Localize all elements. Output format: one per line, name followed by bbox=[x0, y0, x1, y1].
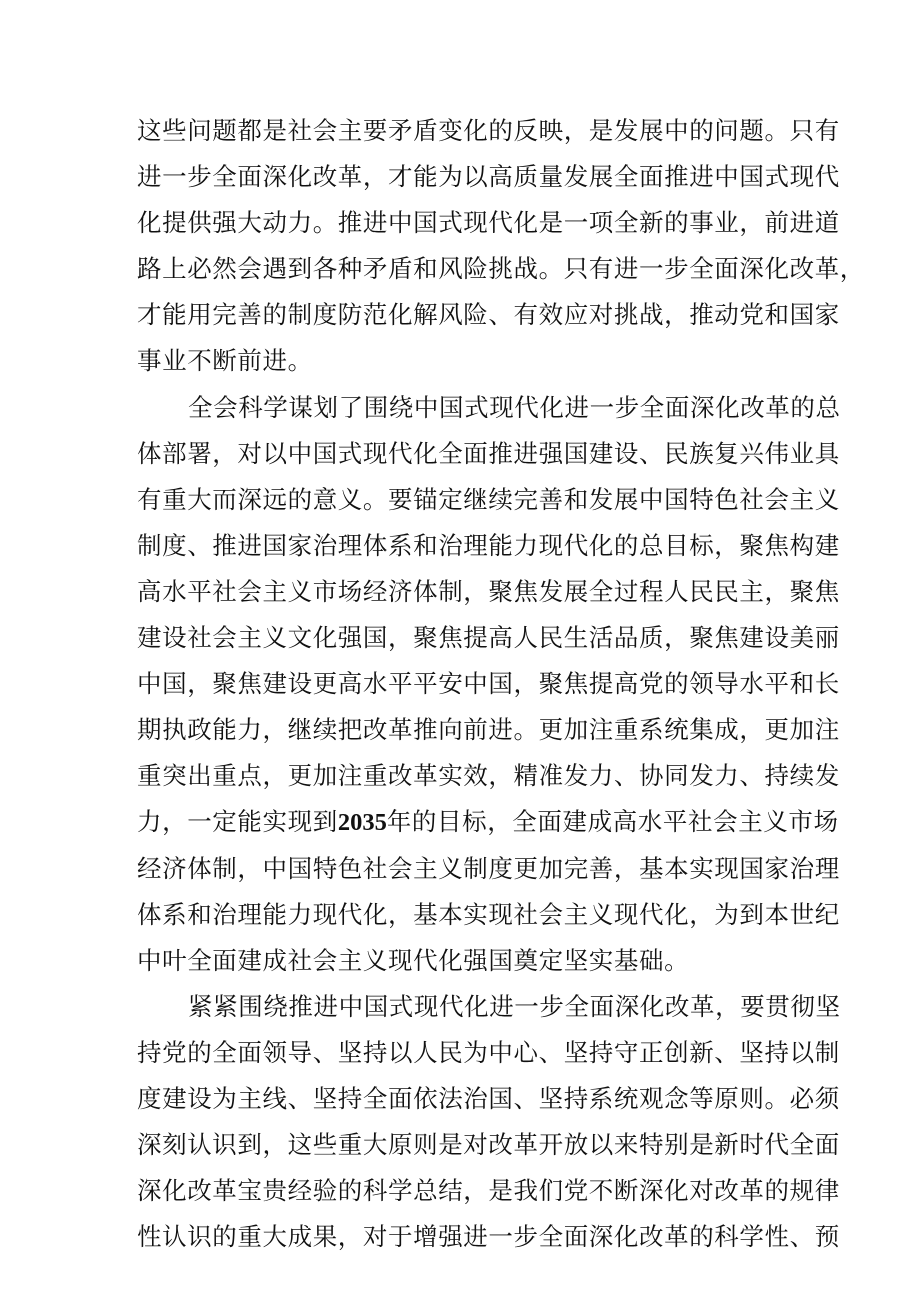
paragraph-2-line-10-start: 力，一定能实现到 bbox=[137, 807, 338, 837]
paragraph-2-line-3: 有重大而深远的意义。要锚定继续完善和发展中国特色社会主义 bbox=[137, 484, 840, 514]
paragraph-3-line-5: 深化改革宝贵经验的科学总结，是我们党不断深化对改革的规律 bbox=[137, 1176, 840, 1206]
paragraph-2-line-6: 建设社会主义文化强国，聚焦提高人民生活品质，聚焦建设美丽 bbox=[137, 623, 840, 653]
paragraph-3-line-4: 深刻认识到，这些重大原则是对改革开放以来特别是新时代全面 bbox=[137, 1130, 840, 1160]
paragraph-1-line-2: 进一步全面深化改革，才能为以高质量发展全面推进中国式现代 bbox=[137, 162, 840, 192]
paragraph-2-line-13: 中叶全面建成社会主义现代化强国奠定坚实基础。 bbox=[137, 945, 690, 975]
paragraph-1-line-5: 才能用完善的制度防范化解风险、有效应对挑战，推动党和国家 bbox=[137, 300, 840, 330]
paragraph-2-line-11: 经济体制，中国特色社会主义制度更加完善，基本实现国家治理 bbox=[137, 853, 840, 883]
paragraph-2-line-7: 中国，聚焦建设更高水平平安中国，聚焦提高党的领导水平和长 bbox=[137, 669, 840, 699]
paragraph-3-line-3: 度建设为主线、坚持全面依法治国、坚持系统观念等原则。必须 bbox=[137, 1083, 840, 1113]
paragraph-3-line-6: 性认识的重大成果，对于增强进一步全面深化改革的科学性、预 bbox=[137, 1222, 840, 1252]
paragraph-2-line-10-end: 年的目标，全面建成高水平社会主义市场 bbox=[386, 807, 839, 837]
paragraph-2-line-1: 全会科学谋划了围绕中国式现代化进一步全面深化改革的总 bbox=[188, 392, 841, 422]
paragraph-2-line-4: 制度、推进国家治理体系和治理能力现代化的总目标，聚焦构建 bbox=[137, 530, 840, 560]
target-year: 2035 bbox=[337, 809, 387, 837]
paragraph-2-line-8: 期执政能力，继续把改革推向前进。更加注重系统集成，更加注 bbox=[137, 715, 840, 745]
paragraph-3-line-2: 持党的全面领导、坚持以人民为中心、坚持守正创新、坚持以制 bbox=[137, 1037, 840, 1067]
paragraph-1-line-4: 路上必然会遇到各种矛盾和风险挑战。只有进一步全面深化改革， bbox=[137, 254, 865, 284]
paragraph-1-line-6: 事业不断前进。 bbox=[137, 346, 313, 376]
paragraph-3-line-1: 紧紧围绕推进中国式现代化进一步全面深化改革，要贯彻坚 bbox=[188, 991, 841, 1021]
paragraph-2-line-10 bbox=[137, 799, 839, 845]
paragraph-2-line-12: 体系和治理能力现代化，基本实现社会主义现代化，为到本世纪 bbox=[137, 899, 840, 929]
paragraph-2-line-2: 体部署，对以中国式现代化全面推进强国建设、民族复兴伟业具 bbox=[137, 438, 840, 468]
paragraph-1-line-3: 化提供强大动力。推进中国式现代化是一项全新的事业，前进道 bbox=[137, 208, 840, 238]
paragraph-2-line-5: 高水平社会主义市场经济体制，聚焦发展全过程人民民主，聚焦 bbox=[137, 576, 840, 606]
document-body bbox=[137, 108, 865, 1260]
paragraph-1-line-1: 这些问题都是社会主要矛盾变化的反映，是发展中的问题。只有 bbox=[137, 116, 840, 145]
paragraph-2-line-9: 重突出重点，更加注重改革实效，精准发力、协同发力、持续发 bbox=[137, 761, 840, 791]
